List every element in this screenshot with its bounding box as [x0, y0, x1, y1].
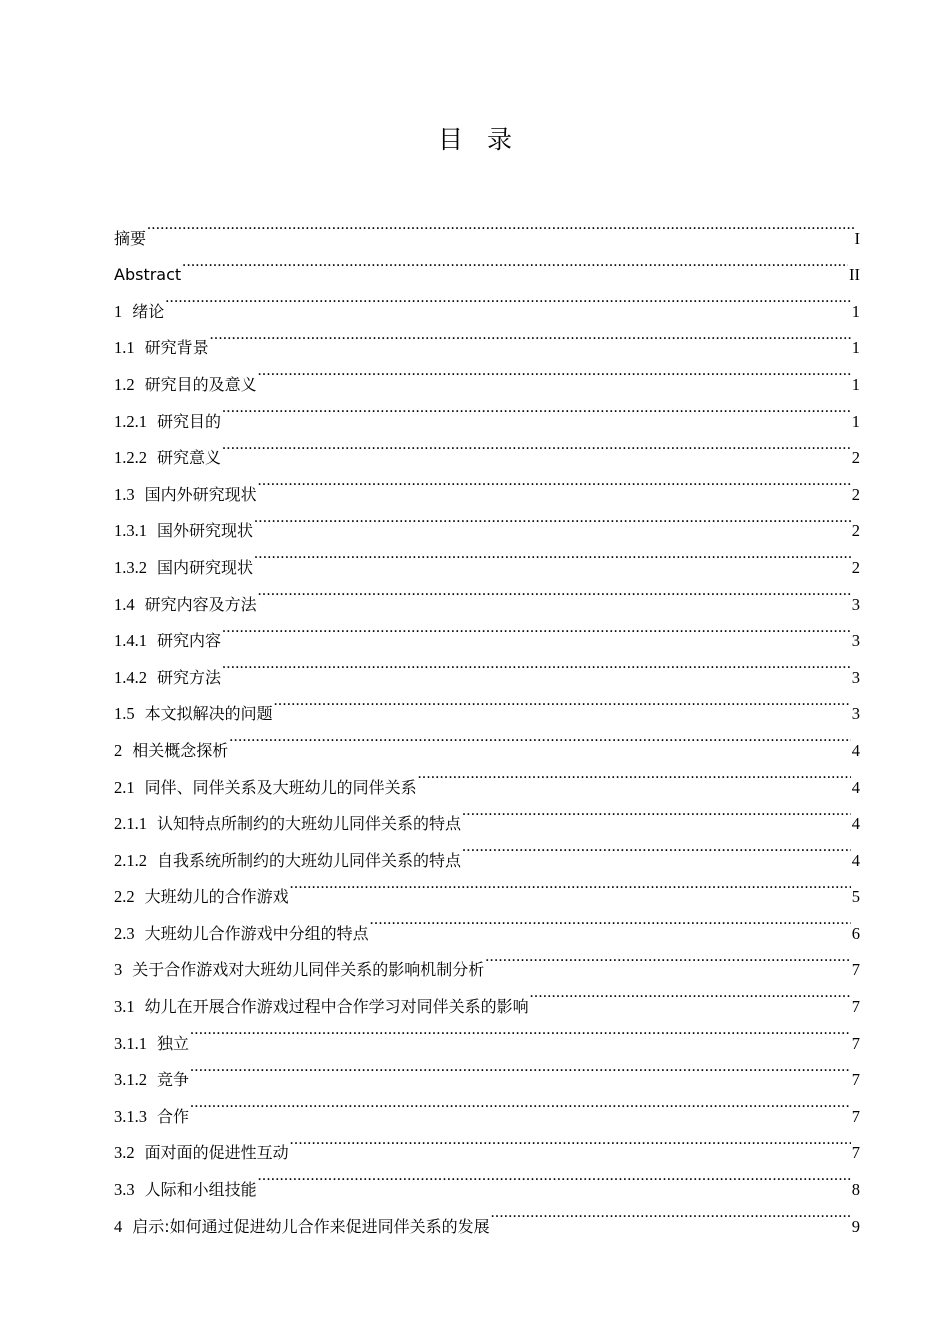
toc-entry-number: 3.1.1: [114, 1033, 147, 1053]
toc-page-number: 4: [851, 850, 860, 870]
toc-entry-text: 本文拟解决的问题: [144, 704, 273, 724]
toc-title: 目录: [437, 125, 536, 154]
toc-entry-number: 1.2: [114, 374, 135, 394]
toc-leader-dots: [210, 317, 851, 354]
toc-page-number: 1: [851, 338, 860, 358]
toc-leader-dots: [530, 975, 851, 1012]
toc-page-number: 2: [851, 484, 860, 504]
toc-entry[interactable]: [114, 244, 860, 285]
toc-entry[interactable]: [114, 390, 860, 431]
toc-entry-number: 3.1: [114, 997, 135, 1017]
toc-entry-number: 1.5: [114, 704, 135, 724]
toc-entry-text: 独立: [157, 1033, 190, 1053]
toc-entry-number: 2.1.2: [114, 850, 147, 870]
toc-entry-text: 研究内容及方法: [144, 594, 257, 614]
toc-entry-text: 国内外研究现状: [144, 484, 257, 504]
toc-leader-dots: [274, 683, 851, 720]
toc-entry[interactable]: [114, 683, 860, 724]
toc-entry-label: [114, 1099, 189, 1136]
toc-entry-label: [114, 879, 289, 916]
toc-page-number: 4: [851, 740, 860, 760]
toc-entry-text: 同伴、同伴关系及大班幼儿的同伴关系: [144, 777, 417, 797]
toc-page-number: 7: [851, 997, 860, 1017]
toc-page-number: 4: [851, 814, 860, 834]
toc-page-number: 7: [851, 1033, 860, 1053]
toc-entry-text: 大班幼儿的合作游戏: [144, 887, 289, 907]
toc-entry-text: 研究背景: [144, 338, 209, 358]
toc-entry[interactable]: [114, 280, 860, 321]
toc-entry-number: 2.1.1: [114, 814, 147, 834]
toc-entry[interactable]: [114, 1085, 860, 1126]
toc-page-number: 5: [851, 887, 860, 907]
toc-entry-number: 3.2: [114, 1143, 135, 1163]
toc-entry-text: 启示:如何通过促进幼儿合作来促进同伴关系的发展: [132, 1216, 490, 1236]
toc-entry[interactable]: [114, 463, 860, 504]
toc-entry-label: [114, 404, 221, 441]
toc-page-number: I: [854, 228, 860, 248]
toc-leader-dots: [485, 939, 850, 976]
toc-leader-dots: [290, 866, 851, 903]
toc-entry[interactable]: [114, 1122, 860, 1163]
toc-entry-text: 面对面的促进性互动: [144, 1143, 289, 1163]
toc-leader-dots: [222, 427, 851, 464]
toc-entry-label: [114, 1062, 189, 1099]
toc-entry-number: 1.4.2: [114, 667, 147, 687]
toc-leader-dots: [491, 1195, 851, 1232]
toc-leader-dots: [290, 1122, 851, 1159]
toc-entry-text: 人际和小组技能: [144, 1180, 257, 1200]
toc-entry[interactable]: [114, 610, 860, 651]
toc-entry-number: 1.3: [114, 484, 135, 504]
toc-entry-number: 3.1.3: [114, 1106, 147, 1126]
toc-entry-text: 研究目的及意义: [144, 374, 257, 394]
toc-entry-number: 2.2: [114, 887, 135, 907]
toc-page-number: 7: [851, 1106, 860, 1126]
toc-leader-dots: [190, 1085, 851, 1122]
toc-entry-text: 合作: [157, 1106, 190, 1126]
toc-entry-label: [114, 221, 146, 258]
toc-entry-label: [114, 770, 417, 807]
toc-entry[interactable]: [114, 1012, 860, 1053]
toc-entry[interactable]: [114, 317, 860, 358]
toc-leader-dots: [254, 500, 851, 537]
toc-entry[interactable]: [114, 1049, 860, 1090]
toc-entry-text: 认知特点所制约的大班幼儿同伴关系的特点: [157, 814, 462, 834]
toc-entry-number: 1: [114, 301, 123, 321]
toc-entry-number: 1.4.1: [114, 631, 147, 651]
toc-entry-label: [114, 952, 484, 989]
toc-leader-dots: [147, 207, 853, 244]
toc-page-number: 7: [851, 1070, 860, 1090]
toc-leader-dots: [418, 756, 851, 793]
toc-leader-dots: [258, 573, 851, 610]
toc-entry-label: [114, 660, 221, 697]
toc-entry-text: 国内研究现状: [157, 557, 254, 577]
toc-entry-text: 研究目的: [157, 411, 222, 431]
toc-entry-label: [114, 733, 228, 770]
toc-page-number: 8: [851, 1180, 860, 1200]
toc-entry-label: [114, 623, 221, 660]
toc-leader-dots: [370, 902, 851, 939]
toc-leader-dots: [254, 536, 851, 573]
toc-leader-dots: [462, 793, 851, 830]
toc-leader-dots: [222, 646, 851, 683]
toc-leader-dots: [258, 1158, 851, 1195]
toc-entry-text: 研究内容: [157, 631, 222, 651]
toc-page-number: 7: [851, 1143, 860, 1163]
toc-entry-text: 摘要: [114, 228, 147, 248]
toc-entry-text: 研究意义: [157, 448, 222, 468]
toc-entry-text: 幼儿在开展合作游戏过程中合作学习对同伴关系的影响: [144, 997, 529, 1017]
toc-entry-number: 2.1: [114, 777, 135, 797]
toc-page-number: 3: [851, 631, 860, 651]
toc-leader-dots: [190, 1049, 851, 1086]
toc-entry-text: 自我系统所制约的大班幼儿同伴关系的特点: [157, 850, 462, 870]
toc-entry-text: 相关概念探析: [132, 740, 229, 760]
toc-entry[interactable]: [114, 353, 860, 394]
toc-entry-text: 大班幼儿合作游戏中分组的特点: [144, 923, 369, 943]
toc-entry-text: 国外研究现状: [157, 521, 254, 541]
toc-page-number: 3: [851, 704, 860, 724]
toc-leader-dots: [165, 280, 850, 317]
toc-page-number: 1: [851, 374, 860, 394]
toc-entry-label: [114, 1026, 189, 1063]
toc-page-number: 3: [851, 594, 860, 614]
toc-leader-dots: [229, 719, 850, 756]
toc-entry-number: 4: [114, 1216, 123, 1236]
toc-leader-dots: [258, 353, 851, 390]
toc-page-number: 6: [851, 923, 860, 943]
toc-entry-number: 2: [114, 740, 123, 760]
toc-list: [114, 207, 860, 1236]
toc-entry-number: 3: [114, 960, 123, 980]
toc-entry-text: 竞争: [157, 1070, 190, 1090]
toc-entry-label: [114, 513, 253, 550]
toc-page-number: 2: [851, 521, 860, 541]
toc-entry-text: Abstract: [114, 265, 182, 285]
toc-leader-dots: [222, 390, 851, 427]
toc-page-number: 1: [851, 411, 860, 431]
toc-leader-dots: [182, 244, 848, 281]
toc-leader-dots: [258, 463, 851, 500]
toc-entry-number: 1.1: [114, 338, 135, 358]
toc-entry-label: [114, 550, 253, 587]
toc-page-number: 9: [851, 1216, 860, 1236]
toc-entry-label: [114, 440, 221, 477]
toc-entry-number: 1.3.1: [114, 521, 147, 541]
toc-entry-text: 研究方法: [157, 667, 222, 687]
toc-leader-dots: [190, 1012, 851, 1049]
toc-leader-dots: [462, 829, 851, 866]
toc-page-number: 7: [851, 960, 860, 980]
toc-entry-label: [114, 1209, 490, 1246]
toc-leader-dots: [222, 610, 851, 647]
toc-entry[interactable]: [114, 207, 860, 248]
toc-page-number: 1: [851, 301, 860, 321]
toc-page-number: 4: [851, 777, 860, 797]
toc-page-number: II: [849, 265, 860, 285]
toc-entry-number: 2.3: [114, 923, 135, 943]
toc-entry-number: 1.4: [114, 594, 135, 614]
toc-page-number: 2: [851, 557, 860, 577]
toc-entry-label: [114, 294, 164, 331]
toc-page-number: 3: [851, 667, 860, 687]
toc-entry-number: 3.3: [114, 1180, 135, 1200]
toc-entry-number: 1.3.2: [114, 557, 147, 577]
toc-entry-label: [114, 477, 257, 514]
toc-entry[interactable]: [114, 427, 860, 468]
toc-entry-label: [114, 1172, 257, 1209]
toc-entry[interactable]: [114, 646, 860, 687]
toc-entry-number: 1.2.1: [114, 411, 147, 431]
toc-entry-label: [114, 916, 369, 953]
toc-entry-text: 关于合作游戏对大班幼儿同伴关系的影响机制分析: [132, 960, 485, 980]
toc-entry-number: 1.2.2: [114, 448, 147, 468]
toc-entry-text: 绪论: [132, 301, 165, 321]
toc-entry-label: [114, 330, 209, 367]
toc-entry-label: [114, 806, 461, 843]
toc-page-number: 2: [851, 448, 860, 468]
toc-entry-number: 3.1.2: [114, 1070, 147, 1090]
